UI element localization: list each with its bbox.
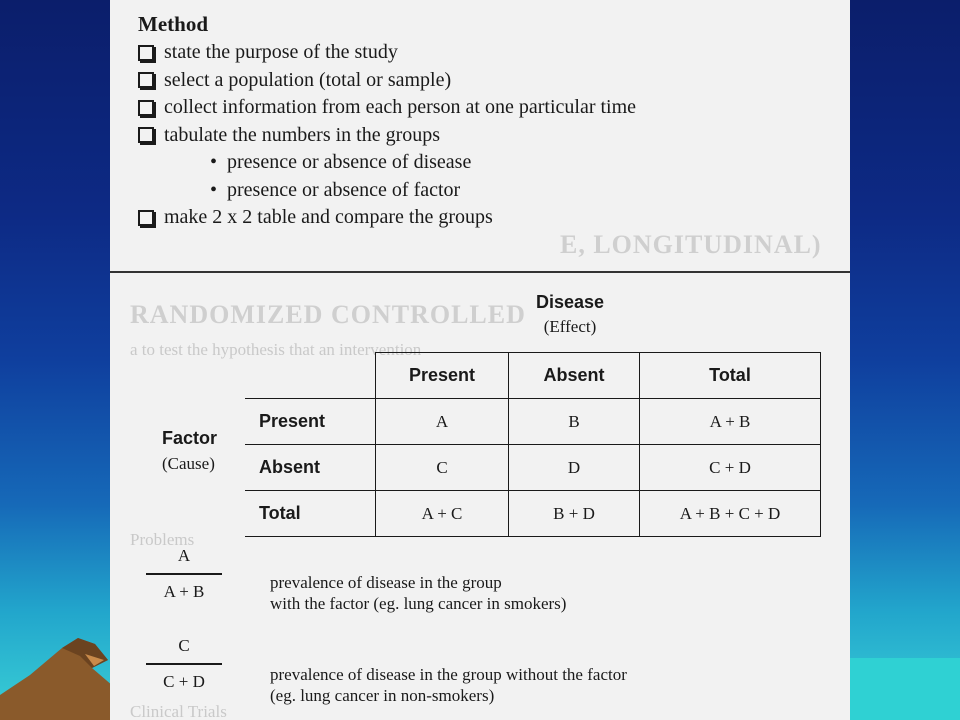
method-step: tabulate the numbers in the groups: [138, 122, 838, 150]
method-section: [138, 12, 838, 232]
method-step: collect information from each person at one particular time: [138, 94, 838, 122]
formula-description: prevalence of disease in the group without the factor (eg. lung cancer in non-smokers): [270, 665, 627, 705]
ghost-heading: RANDOMIZED CONTROLLED: [130, 300, 526, 329]
fraction-c-over-cd: [146, 636, 222, 692]
method-title: Method: [138, 12, 208, 36]
checkbox-icon: [138, 127, 154, 143]
fraction-denominator: A + B: [163, 581, 205, 601]
method-sub-bullet: • presence or absence of factor: [138, 177, 838, 205]
table-cell: A + B: [640, 399, 821, 445]
col-header-present: Present: [376, 353, 509, 399]
ghost-heading: E, LONGITUDINAL): [560, 230, 822, 259]
fraction-a-over-ab: [146, 546, 222, 602]
ghost-text: Clinical Trials: [130, 702, 227, 720]
formula-description: prevalence of disease in the group with the factor (eg. lung cancer in smokers): [270, 573, 567, 613]
table-cell: C + D: [640, 445, 821, 491]
col-header-absent: Absent: [509, 353, 640, 399]
section-divider: [110, 271, 850, 273]
method-step: state the purpose of the study: [138, 39, 838, 67]
fraction-numerator: C: [178, 636, 190, 655]
checkbox-icon: [138, 45, 154, 61]
factor-label: Factor: [162, 428, 218, 448]
method-step: make 2 x 2 table and compare the groups: [138, 204, 838, 232]
table-cell: A + B + C + D: [640, 491, 821, 537]
table-corner: [245, 353, 376, 399]
table-cell: C: [376, 445, 509, 491]
checkbox-icon: [138, 72, 154, 88]
ghost-text: a to test the hypothesis that an intervention: [130, 340, 422, 359]
method-step: select a population (total or sample): [138, 67, 838, 95]
fraction-denominator: C + D: [163, 671, 205, 691]
fraction-bar: [146, 573, 222, 575]
two-by-two-table: [245, 352, 821, 537]
row-header-total: Total: [245, 491, 376, 537]
method-sub-bullet: • presence or absence of disease: [138, 149, 838, 177]
checkbox-icon: [138, 210, 154, 226]
ghost-text: Problems: [130, 530, 195, 549]
table-cell: B + D: [509, 491, 640, 537]
table-cell: D: [509, 445, 640, 491]
cause-label: (Cause): [162, 454, 215, 473]
table-cell: A + C: [376, 491, 509, 537]
col-header-total: Total: [640, 353, 821, 399]
fraction-bar: [146, 663, 222, 665]
teal-strip: [850, 658, 960, 720]
row-header-present: Present: [245, 399, 376, 445]
row-header-absent: Absent: [245, 445, 376, 491]
checkbox-icon: [138, 100, 154, 116]
effect-label: (Effect): [543, 317, 597, 336]
table-cell: A: [376, 399, 509, 445]
textbook-page: [110, 0, 850, 720]
table-cell: B: [509, 399, 640, 445]
fraction-numerator: A: [177, 546, 191, 565]
mountain-graphic: [0, 630, 120, 720]
disease-label: Disease: [535, 292, 605, 312]
